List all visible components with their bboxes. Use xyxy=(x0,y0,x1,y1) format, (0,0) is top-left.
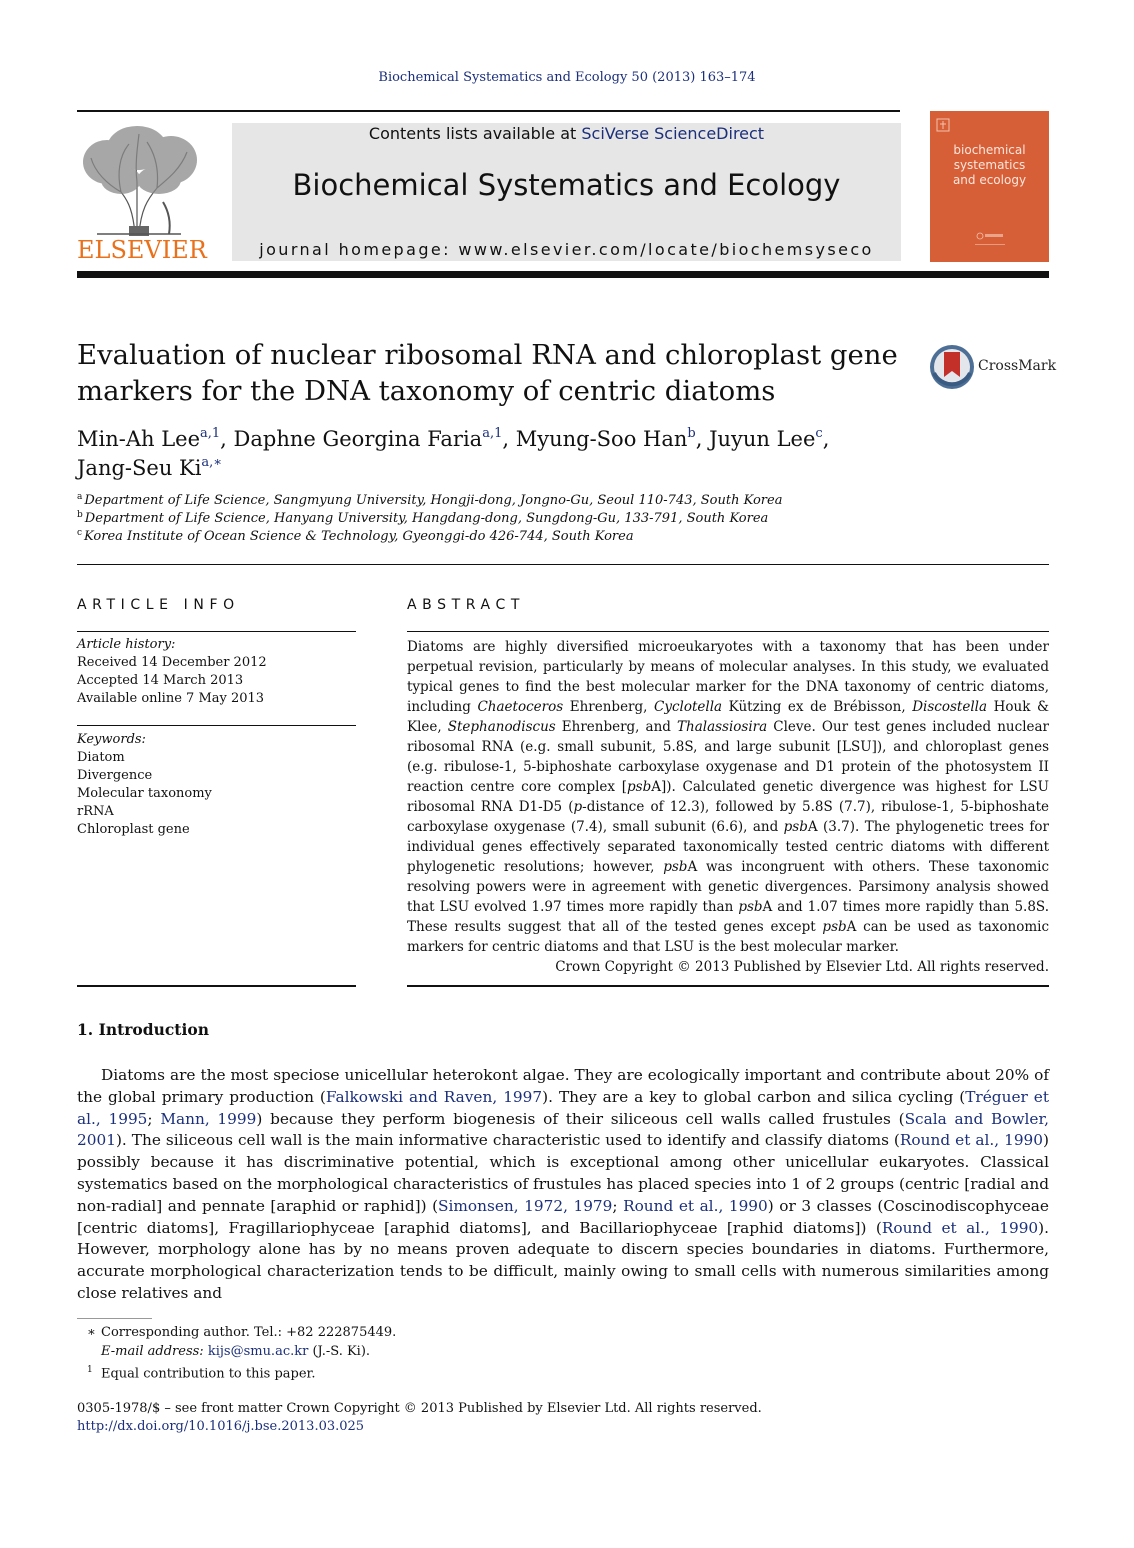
citation-link[interactable]: Round et al., 1990 xyxy=(899,1131,1044,1150)
abstract-label: ABSTRACT xyxy=(407,597,525,613)
abstract-copyright: Crown Copyright © 2013 Published by Elsevier Ltd. All rights reserved. xyxy=(555,959,1049,975)
author-affil-mark[interactable]: b xyxy=(687,426,696,441)
title-line: markers for the DNA taxonomy of centric diatoms xyxy=(77,375,776,407)
article-info-rule xyxy=(77,631,356,632)
author-affil-mark[interactable]: a,1 xyxy=(200,426,221,441)
footnote-text: Corresponding author. Tel.: +82 222875449. xyxy=(101,1325,397,1340)
cover-elsevier-icon xyxy=(936,118,950,132)
keyword: Divergence xyxy=(77,768,153,783)
cover-line: and ecology xyxy=(952,173,1027,187)
crossmark-label[interactable]: CrossMark xyxy=(978,358,1057,374)
article-info-end-rule xyxy=(77,985,356,987)
email-link[interactable]: kijs@smu.ac.kr xyxy=(207,1344,309,1359)
email-suffix: (J.-S. Ki). xyxy=(312,1344,371,1359)
author-separator: , xyxy=(822,427,830,451)
footnote-mark: 1 xyxy=(87,1365,93,1375)
citation-link[interactable]: Simonsen, 1972, 1979 xyxy=(438,1196,613,1215)
author-affil-mark[interactable]: a,1 xyxy=(482,426,503,441)
header-rule xyxy=(77,110,900,112)
affiliation-mark: c xyxy=(77,528,83,538)
citation-link[interactable]: Mann, 1999 xyxy=(160,1109,257,1128)
footnote-corresponding xyxy=(77,1323,977,1342)
keywords-rule xyxy=(77,725,356,726)
elsevier-wordmark: ELSEVIER xyxy=(77,236,207,264)
affiliation-text: Korea Institute of Ocean Science & Technology, Gyeonggi-do 426-744, South Korea xyxy=(84,529,634,544)
abstract-text xyxy=(407,637,1049,977)
journal-title: Biochemical Systematics and Ecology xyxy=(292,168,841,202)
author-name[interactable]: Myung-Soo Han xyxy=(515,427,688,451)
citation-link[interactable]: Round et al., 1990 xyxy=(881,1218,1039,1237)
contents-availability xyxy=(232,124,901,143)
contents-prefix: Contents lists available at xyxy=(368,124,582,143)
citation-link[interactable]: Falkowski and Raven, 1997 xyxy=(325,1087,543,1106)
journal-homepage[interactable]: journal homepage: www.elsevier.com/locate/biochemsyseco xyxy=(259,240,874,259)
cover-line: systematics xyxy=(953,158,1026,172)
history-item: Accepted 14 March 2013 xyxy=(77,673,244,688)
author-line xyxy=(77,425,977,454)
section-divider xyxy=(77,564,1049,565)
history-item: Received 14 December 2012 xyxy=(77,655,267,670)
keywords-heading: Keywords: xyxy=(77,732,146,747)
journal-reference[interactable]: Biochemical Systematics and Ecology 50 (2013) 163–174 xyxy=(378,70,756,85)
citation-link[interactable]: Round et al., 1990 xyxy=(623,1196,768,1215)
author-separator: , xyxy=(220,427,234,451)
abstract-rule xyxy=(407,631,1049,632)
issn-line: 0305-1978/$ – see front matter Crown Copyright © 2013 Published by Elsevier Ltd. All rights reserved. xyxy=(77,1401,762,1416)
header-thick-rule xyxy=(77,271,1049,278)
keywords xyxy=(77,731,356,839)
author-separator: , xyxy=(695,427,710,451)
history-item: Available online 7 May 2013 xyxy=(77,691,265,706)
author-affil-mark[interactable]: c xyxy=(815,426,823,441)
cover-line: biochemical xyxy=(953,143,1026,157)
article-history xyxy=(77,636,356,708)
email-label: E-mail address: xyxy=(101,1344,204,1359)
affiliation-text: Department of Life Science, Hanyang University, Hangdang-dong, Sungdong-Gu, 133-791, South Korea xyxy=(84,511,769,526)
abstract-paragraph: Diatoms are highly diversified microeukaryotes with a taxonomy that has been under perpetual revision, particularly by means of molecular analyses. In this study, we evaluated typical genes to find the best molecular marker for the DNA taxonomy of centric diatoms, including Chaetoceros Ehrenberg, Cyclotella Kützing ex de Brébisson, Discostella Houk & Klee, Stephanodiscus Ehrenberg, and Thalassiosira Cleve. Our test genes included nuclear ribosomal RNA (e.g. small subunit, 5.8S, and large subunit [LSU]), and chloroplast genes (e.g. ribulose-1, 5-biphoshate carboxylase oxygenase and D1 protein of the photosystem II reaction centre core complex [psbA]). Calculated genetic divergence was highest for LSU ribosomal RNA D1-D5 (p-distance of 12.3), followed by 5.8S (7.7), ribulose-1, 5-biphoshate carboxylase oxygenase (7.4), small subunit (6.6), and psbA (3.7). The phylogenetic trees for individual genes effectively separated taxonomically tested centric diatoms with different phylogenetic resolutions; however, psbA was incongruent with others. These taxonomic resolving powers were in agreement with genetic divergences. Parsimony analysis showed that LSU evolved 1.97 times more rapidly than psbA and 1.07 times more rapidly than 5.8S. These results suggest that all of the tested genes except psbA can be used as taxonomic markers for centric diatoms and that LSU is the best molecular marker. xyxy=(407,639,1050,955)
author-name[interactable]: Jang-Seu Ki xyxy=(77,456,202,480)
introduction-paragraph: Diatoms are the most speciose unicellular heterokont algae. They are ecologically important and contribute about 20% of the global primary production (Falkowski and Raven, 1997). They are a key to global carbon and silica cycling (Tréguer et al., 1995; Mann, 1999) because they perform biogenesis of their siliceous cell walls called frustules (Scala and Bowler, 2001). The siliceous cell wall is the main informative characteristic used to identify and classify diatoms (Round et al., 1990) possibly because it has discriminative potential, which is exceptional among other unicellular eukaryotes. Classical systematics based on the morphological characteristics of frustules has placed species into 1 of 2 groups (centric [radial and non-radial] and pennate [araphid or raphid]) (Simonsen, 1972, 1979; Round et al., 1990) or 3 classes (Coscinodiscophyceae [centric diatoms], Fragillariophyceae [araphid diatoms], and Bacillariophyceae [raphid diatoms]) (Round et al., 1990). However, morphology alone has by no means proven adequate to discern species boundaries in diatoms. Furthermore, accurate morphological characterization tends to be difficult, mainly owing to small cells with numerous similarities among close relatives and xyxy=(77,1066,1050,1302)
citation-link[interactable]: Tréguer et al., 1995 xyxy=(77,1087,1050,1128)
crossmark-icon[interactable] xyxy=(928,343,978,391)
keyword: Diatom xyxy=(77,750,125,765)
front-matter-info xyxy=(77,1400,977,1436)
citation-link[interactable]: Scala and Bowler, 2001 xyxy=(77,1109,1049,1150)
sciencedirect-link[interactable]: SciVerse ScienceDirect xyxy=(581,124,765,143)
keyword: Molecular taxonomy xyxy=(77,786,212,801)
affiliation xyxy=(77,528,977,546)
author-separator: , xyxy=(502,427,516,451)
footnotes xyxy=(77,1323,977,1383)
footnote-email xyxy=(77,1342,977,1361)
keyword: rRNA xyxy=(77,804,114,819)
keyword: Chloroplast gene xyxy=(77,822,190,837)
history-heading: Article history: xyxy=(77,637,176,652)
affiliation-mark: a xyxy=(77,492,83,502)
doi-link[interactable]: http://dx.doi.org/10.1016/j.bse.2013.03.025 xyxy=(77,1419,365,1434)
article-title xyxy=(77,337,907,409)
introduction-heading: 1. Introduction xyxy=(77,1020,209,1039)
author-list xyxy=(77,425,977,483)
author-name[interactable]: Juyun Lee xyxy=(709,427,816,451)
author-affil-mark[interactable]: a,∗ xyxy=(201,455,223,470)
affiliation xyxy=(77,510,977,528)
article-info-label: ARTICLE INFO xyxy=(77,597,240,613)
cover-title xyxy=(930,143,1049,188)
cover-sciencedirect-mark xyxy=(930,224,1049,254)
affiliation xyxy=(77,492,977,510)
footnote-text: Equal contribution to this paper. xyxy=(101,1366,316,1382)
author-name[interactable]: Daphne Georgina Faria xyxy=(233,427,483,451)
author-line xyxy=(77,454,977,483)
footnote-equal xyxy=(77,1361,977,1383)
footnote-rule xyxy=(77,1318,152,1319)
affiliation-mark: b xyxy=(77,510,83,520)
footnote-mark: ∗ xyxy=(87,1325,96,1340)
author-name[interactable]: Min-Ah Lee xyxy=(77,427,201,451)
title-line: Evaluation of nuclear ribosomal RNA and chloroplast gene xyxy=(77,339,898,371)
abstract-end-rule xyxy=(407,985,1049,987)
affiliation-text: Department of Life Science, Sangmyung University, Hongji-dong, Jongno-Gu, Seoul 110-743, South Korea xyxy=(84,493,783,508)
affiliation-list xyxy=(77,492,977,546)
